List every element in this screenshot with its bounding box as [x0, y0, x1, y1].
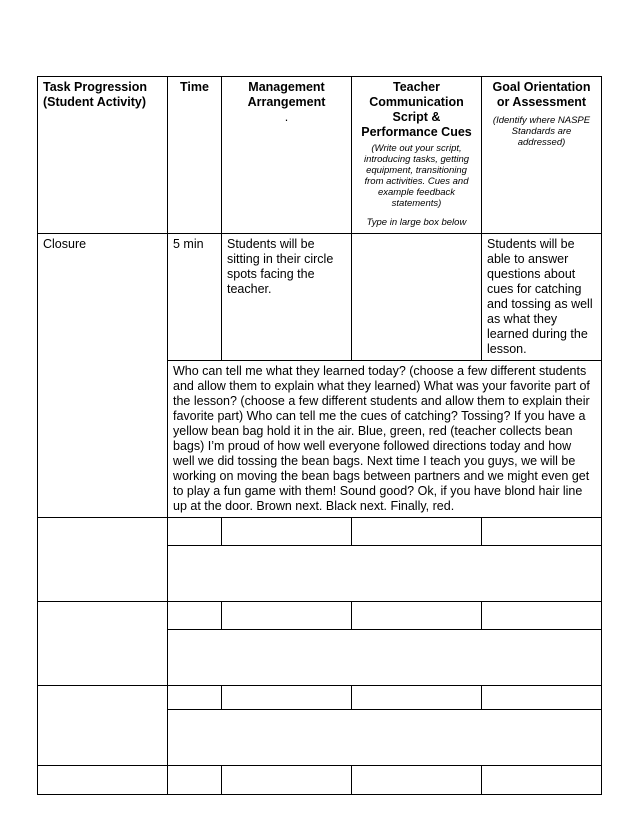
- management-header-text: Management Arrangement: [247, 80, 326, 109]
- empty-teacher-cell-2[interactable]: [352, 602, 482, 630]
- closure-time-cell: [168, 234, 222, 361]
- empty-teacher-cell-4[interactable]: [352, 766, 482, 795]
- closure-time-text: 5 min: [173, 237, 204, 251]
- empty-teacher-cell-1[interactable]: [352, 518, 482, 546]
- management-header-dot: .: [284, 110, 289, 124]
- closure-task-cell: [38, 234, 168, 518]
- time-header: [168, 77, 222, 234]
- empty-goal-cell-1[interactable]: [482, 518, 602, 546]
- type-in-box-note: Type in large box below: [366, 217, 467, 228]
- empty-row-4: [38, 766, 602, 795]
- closure-teacher-cell: [352, 234, 482, 361]
- task-progression-header: [38, 77, 168, 234]
- closure-script-cell[interactable]: [168, 361, 602, 518]
- naspe-standards-note: (Identify where NASPE Standards are addressed): [492, 115, 591, 148]
- empty-goal-cell-2[interactable]: [482, 602, 602, 630]
- teacher-communication-header: [352, 77, 482, 234]
- closure-row: [38, 234, 602, 361]
- empty-time-cell-3[interactable]: [168, 686, 222, 710]
- empty-task-cell-1[interactable]: [38, 518, 168, 602]
- empty-script-cell-1[interactable]: [168, 546, 602, 602]
- goal-orientation-header-text: Goal Orientation or Assessment: [492, 80, 591, 109]
- empty-script-cell-3[interactable]: [168, 710, 602, 766]
- closure-goal-cell: [482, 234, 602, 361]
- empty-time-cell-1[interactable]: [168, 518, 222, 546]
- empty-goal-cell-4[interactable]: [482, 766, 602, 795]
- empty-row-2: [38, 602, 602, 630]
- teacher-communication-instructions: (Write out your script, introducing tasks, getting equipment, transitioning from activities. Cues and example feedback statements): [363, 143, 470, 209]
- empty-goal-cell-3[interactable]: [482, 686, 602, 710]
- closure-management-cell: [222, 234, 352, 361]
- empty-script-cell-2[interactable]: [168, 630, 602, 686]
- goal-orientation-header: [482, 77, 602, 234]
- empty-management-cell-1[interactable]: [222, 518, 352, 546]
- closure-task-text: Closure: [43, 237, 87, 251]
- header-row: [38, 77, 602, 234]
- lesson-plan-table: [37, 76, 602, 795]
- teacher-communication-header-text: Teacher Communication Script & Performance Cues: [361, 80, 472, 139]
- empty-task-cell-2[interactable]: [38, 602, 168, 686]
- empty-row-1: [38, 518, 602, 546]
- empty-row-3: [38, 686, 602, 710]
- empty-management-cell-3[interactable]: [222, 686, 352, 710]
- management-header: [222, 77, 352, 234]
- empty-teacher-cell-3[interactable]: [352, 686, 482, 710]
- time-header-text: Time: [180, 80, 209, 94]
- closure-script-text: Who can tell me what they learned today? (choose a few different students and allow them to explain what they learned) What was your favorite part of the lesson? (choose a few different students and allow them to explain their favorite part) Who can tell me the cues of catching? Tossing? If you have a yellow bean bag hold it in the air. Blue, green, red (teacher collects bean bags) I’m proud of how well everyone followed directions today and how well we did tossing the bean bags. Next time I teach you guys, we will be working on moving the bean bags between partners and we might even get to play a fun game with them! Sound good? Ok, if you have blond hair line up at the door. Brown next. Black next. Finally, red.: [173, 364, 590, 513]
- empty-task-cell-4[interactable]: [38, 766, 168, 795]
- empty-management-cell-4[interactable]: [222, 766, 352, 795]
- closure-management-text: Students will be sitting in their circle spots facing the teacher.: [227, 237, 334, 296]
- empty-time-cell-2[interactable]: [168, 602, 222, 630]
- empty-time-cell-4[interactable]: [168, 766, 222, 795]
- empty-management-cell-2[interactable]: [222, 602, 352, 630]
- closure-goal-text: Students will be able to answer questions about cues for catching and tossing as well as what they learned during the lesson.: [487, 237, 593, 356]
- task-progression-header-text: Task Progression (Student Activity): [43, 80, 147, 109]
- empty-task-cell-3[interactable]: [38, 686, 168, 766]
